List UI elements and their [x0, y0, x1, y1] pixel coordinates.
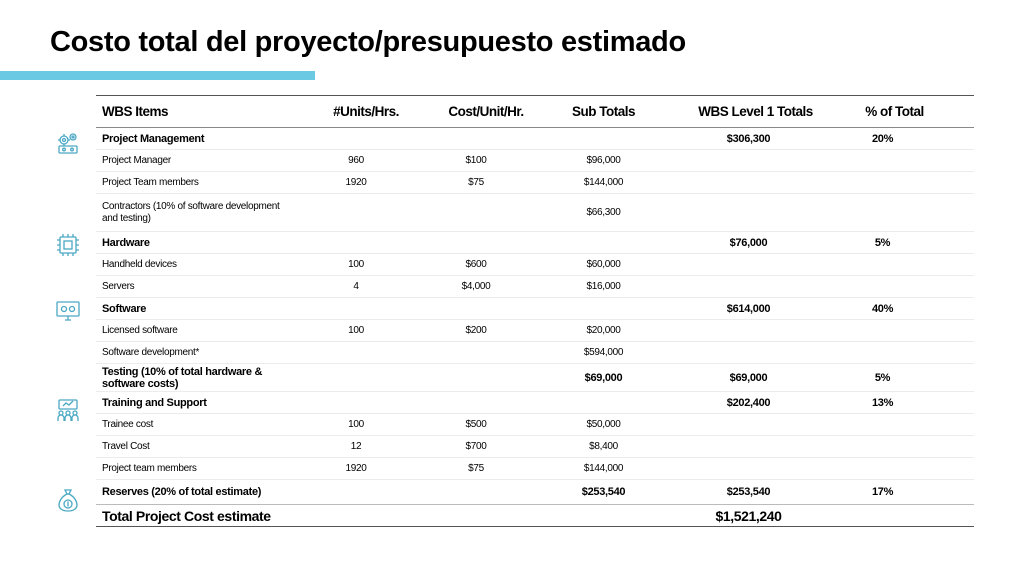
header-wbs-totals: WBS Level 1 Totals: [698, 104, 813, 119]
cell-cost: $75: [468, 177, 484, 188]
cell-sub-total: $69,000: [584, 371, 623, 384]
cell-units: 100: [348, 419, 364, 430]
cell-item: Servers: [102, 280, 135, 292]
cell-units: 4: [353, 281, 359, 292]
cell-units: 100: [348, 325, 364, 336]
cell-pct: 13%: [871, 396, 894, 409]
cell-item: Handheld devices: [102, 258, 177, 270]
cell-sub-total: $50,000: [586, 419, 621, 430]
cell-item: Trainee cost: [102, 418, 154, 430]
cell-item: Licensed software: [102, 324, 178, 336]
table-row: [96, 436, 974, 458]
cell-units: 1920: [345, 177, 367, 188]
table-row: [96, 414, 974, 436]
cell-sub-total: $60,000: [586, 259, 621, 270]
cell-pct: 5%: [874, 236, 891, 249]
team-icon: [55, 397, 81, 423]
table-group-row: [96, 480, 974, 504]
total-value: $1,521,240: [715, 507, 782, 524]
page-title: Costo total del proyecto/presupuesto estimado: [50, 26, 686, 58]
cell-cost: $4,000: [461, 281, 491, 292]
cell-cost: $600: [465, 259, 487, 270]
cell-item: Contractors (10% of software development and testing): [102, 200, 280, 224]
header-cost: Cost/Unit/Hr.: [448, 104, 524, 119]
gears-icon: [55, 130, 81, 156]
table-row: [96, 150, 974, 172]
cell-wbs-total: $76,000: [729, 236, 768, 249]
cell-wbs-total: $614,000: [726, 302, 771, 315]
cell-pct: 40%: [871, 302, 894, 315]
cell-wbs-total: $69,000: [729, 371, 768, 384]
table-group-row: [96, 232, 974, 254]
cell-sub-total: $96,000: [586, 155, 621, 166]
header-wbs-items: WBS Items: [102, 103, 169, 119]
cell-item: Travel Cost: [102, 440, 150, 452]
table-row: [96, 342, 974, 364]
cell-item: Software development*: [102, 346, 200, 358]
cost-table: [96, 95, 974, 527]
cell-sub-total: $144,000: [583, 463, 624, 474]
cell-sub-total: $20,000: [586, 325, 621, 336]
title-accent-bar: [0, 71, 315, 80]
total-row: [96, 504, 974, 526]
cell-sub-total: $253,540: [581, 486, 626, 498]
cell-sub-total: $16,000: [586, 281, 621, 292]
cell-units: 960: [348, 155, 364, 166]
table-group-row: [96, 298, 974, 320]
cell-item: Reserves (20% of total estimate): [102, 486, 262, 498]
cell-sub-total: $594,000: [583, 347, 624, 358]
header-pct-total: % of Total: [865, 104, 924, 119]
cell-cost: $100: [465, 155, 487, 166]
cell-item: Training and Support: [102, 396, 207, 409]
cell-cost: $75: [468, 463, 484, 474]
table-row: [96, 320, 974, 342]
money-bag-icon: [55, 487, 81, 513]
cell-units: 12: [350, 441, 362, 452]
cell-item: Hardware: [102, 236, 150, 249]
cell-pct: 20%: [871, 132, 894, 145]
table-header-row: [96, 96, 974, 128]
cell-item: Project Manager: [102, 154, 171, 166]
total-label: Total Project Cost estimate: [102, 507, 271, 524]
cell-item: Project Team members: [102, 176, 199, 188]
table-row: [96, 172, 974, 194]
cell-units: 100: [348, 259, 364, 270]
cell-wbs-total: $202,400: [726, 396, 771, 409]
table-group-row: [96, 392, 974, 414]
cell-wbs-total: $253,540: [726, 486, 771, 498]
header-sub-totals: Sub Totals: [571, 104, 635, 119]
cell-cost: $700: [465, 441, 487, 452]
cell-pct: 17%: [871, 486, 894, 498]
cell-item: Project Management: [102, 132, 205, 145]
cell-cost: $200: [465, 325, 487, 336]
cell-item: Testing (10% of total hardware & software costs): [102, 365, 263, 390]
cell-sub-total: $66,300: [586, 207, 621, 218]
header-units: #Units/Hrs.: [333, 104, 399, 119]
cell-item: Project team members: [102, 462, 197, 474]
monitor-icon: [55, 298, 81, 324]
table-row: [96, 194, 974, 232]
cell-sub-total: $8,400: [589, 441, 618, 452]
cell-sub-total: $144,000: [583, 177, 624, 188]
cell-cost: $500: [465, 419, 487, 430]
table-row: [96, 276, 974, 298]
cell-item: Software: [102, 302, 147, 315]
chip-icon: [55, 232, 81, 258]
table-group-row: [96, 364, 974, 392]
cell-units: 1920: [345, 463, 367, 474]
table-row: [96, 254, 974, 276]
table-group-row: [96, 128, 974, 150]
table-row: [96, 458, 974, 480]
cell-wbs-total: $306,300: [726, 132, 771, 145]
cell-pct: 5%: [874, 371, 891, 384]
